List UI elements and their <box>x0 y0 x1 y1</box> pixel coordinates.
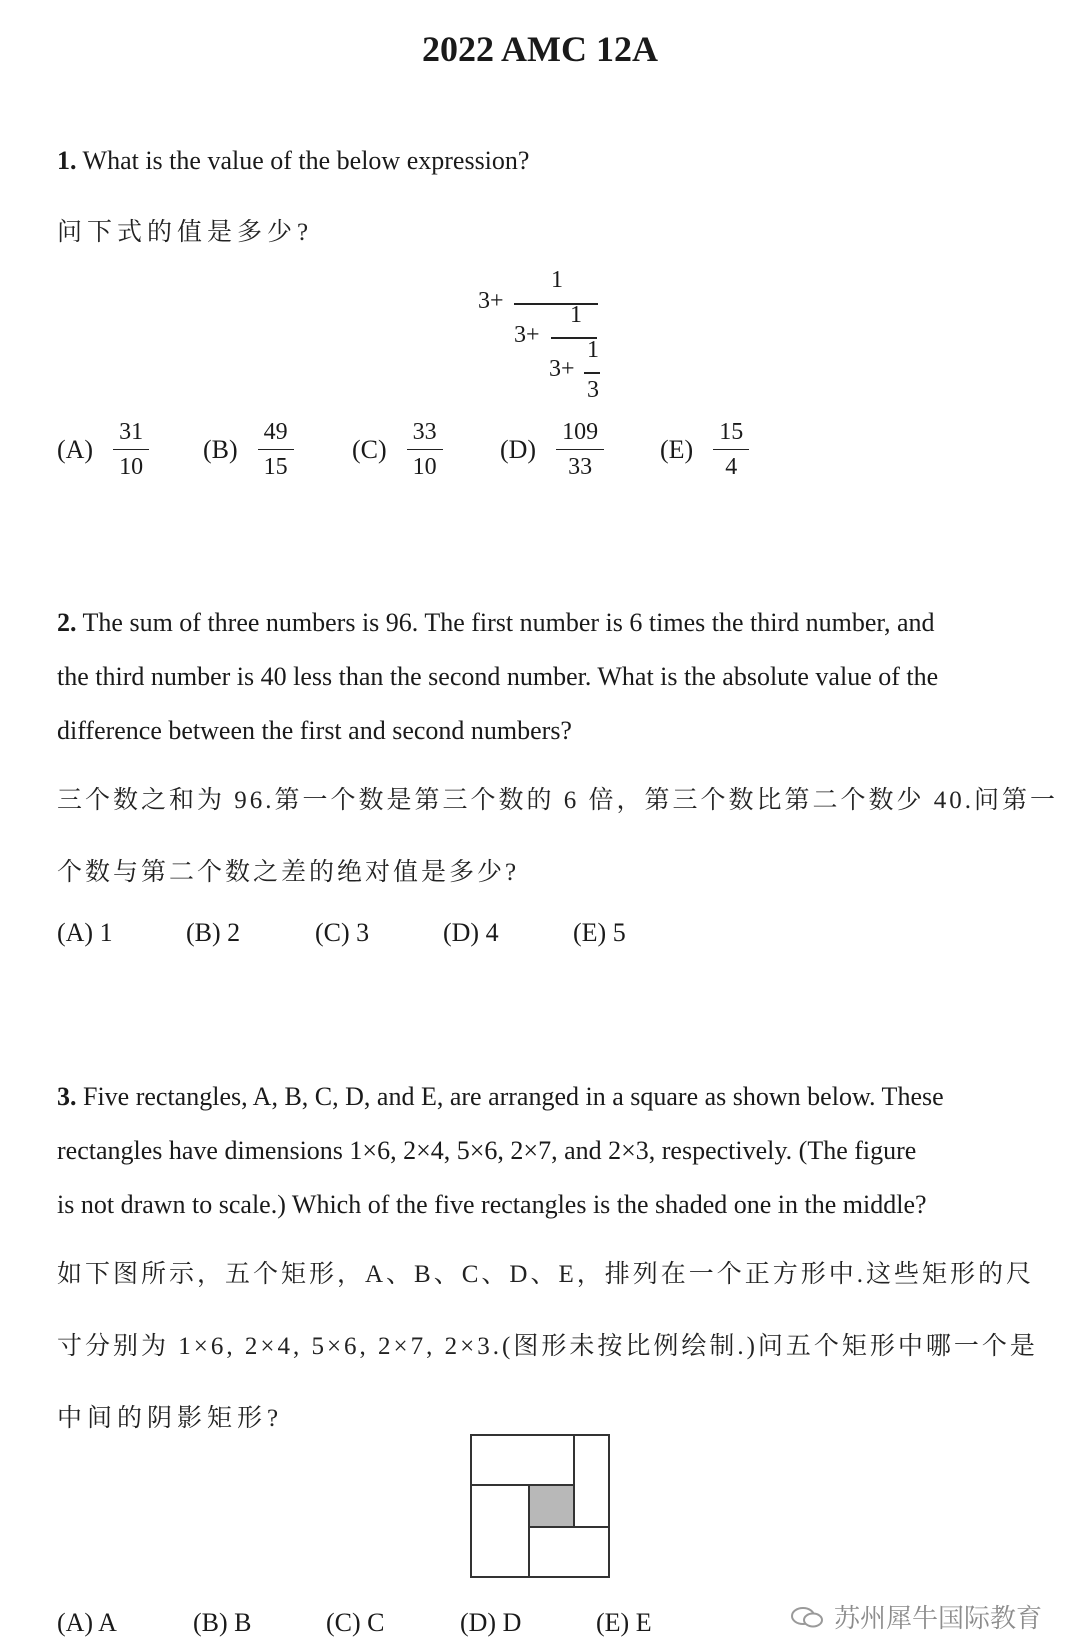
q3-choice-b[interactable]: (B) B <box>193 1608 252 1637</box>
q3-line-2: rectangles have dimensions 1×6, 2×4, 5×6, 2×7, and 2×3, respectively. (The figure <box>57 1136 917 1165</box>
choice-fraction <box>113 415 149 484</box>
q1-text-cn: 问下式的值是多少? <box>57 219 314 246</box>
choice-label: (D) <box>500 434 537 464</box>
cf-one-2: 1 <box>570 302 582 328</box>
q1-text-en: What is the value of the below expression? <box>82 146 530 175</box>
q2-choice-c[interactable]: (C) 3 <box>315 918 370 947</box>
q2-line-3: difference between the first and second numbers? <box>57 716 572 745</box>
choice-label: (C) <box>352 434 387 464</box>
cf-whole-1: 3+ <box>478 288 504 314</box>
choice-fraction <box>407 415 443 484</box>
q3-choice-e[interactable]: (E) E <box>596 1608 652 1637</box>
fraction-numerator: 33 <box>407 415 443 450</box>
page-title: 2022 AMC 12A <box>422 29 658 69</box>
cf-bar-3 <box>584 372 600 374</box>
q2-line-1 <box>57 608 935 638</box>
choice-fraction <box>713 415 749 484</box>
q3-line-1 <box>57 1082 944 1112</box>
q3-line-3: is not drawn to scale.) Which of the five rectangles is the shaded one in the middle? <box>57 1190 927 1219</box>
fraction-numerator: 109 <box>556 415 604 450</box>
fraction-denominator: 4 <box>725 454 738 480</box>
fraction-denominator: 33 <box>568 454 593 480</box>
fraction-numerator: 49 <box>258 415 294 450</box>
cf-bar-1 <box>514 303 598 305</box>
q2-choice-b[interactable]: (B) 2 <box>186 918 241 947</box>
q2-choice-e[interactable]: (E) 5 <box>573 918 626 947</box>
cf-num-3: 1 <box>587 337 599 363</box>
q2-choice-d[interactable]: (D) 4 <box>443 918 499 947</box>
q3-text-en: Five rectangles, A, B, C, D, and E, are arranged in a square as shown below. These <box>83 1082 944 1111</box>
wechat-icon <box>790 1606 824 1628</box>
cf-one-1: 1 <box>551 267 563 293</box>
fraction-denominator: 15 <box>263 454 288 480</box>
q2-choice-a[interactable]: (A) 1 <box>57 918 113 947</box>
shaded-rectangle <box>529 1485 574 1527</box>
q2-line-2: the third number is 40 less than the second number. What is the absolute value of the <box>57 662 939 691</box>
cf-whole-2: 3+ <box>514 322 540 348</box>
q1-statement <box>57 146 529 176</box>
q1-choice-a[interactable] <box>57 415 149 484</box>
choice-label: (E) <box>660 434 694 464</box>
q2-text-en: The sum of three numbers is 96. The first number is 6 times the third number, and <box>82 608 935 637</box>
q3-cn-line-1: 如下图所示，五个矩形，A、B、C、D、E，排列在一个正方形中.这些矩形的尺 <box>57 1261 1034 1288</box>
fraction-denominator: 10 <box>119 454 144 480</box>
q1-number: 1. <box>57 146 77 175</box>
fraction-numerator: 15 <box>713 415 749 450</box>
q1-choice-c[interactable] <box>352 415 443 484</box>
q3-choice-a[interactable]: (A) A <box>57 1608 117 1637</box>
rectangles-figure <box>467 1433 613 1583</box>
choice-label: (B) <box>203 434 238 464</box>
q3-number: 3. <box>57 1082 77 1111</box>
cf-den-3: 3 <box>587 377 599 403</box>
q3-choice-c[interactable]: (C) C <box>326 1608 385 1637</box>
q1-choice-b[interactable] <box>203 415 294 484</box>
q3-choice-d[interactable]: (D) D <box>460 1608 522 1637</box>
watermark <box>790 1598 1042 1635</box>
q2-cn-line-2: 个数与第二个数之差的绝对值是多少? <box>57 859 520 886</box>
choice-fraction <box>556 415 604 484</box>
watermark-text: 苏州犀牛国际教育 <box>834 1604 1043 1634</box>
choice-label: (A) <box>57 434 94 464</box>
q1-choice-e[interactable] <box>660 415 749 484</box>
fraction-denominator: 10 <box>412 454 437 480</box>
cf-whole-3: 3+ <box>549 356 575 382</box>
q2-number: 2. <box>57 608 77 637</box>
q3-cn-line-2: 寸分别为 1×6, 2×4, 5×6, 2×7, 2×3.(图形未按比例绘制.)问五个矩形中哪一个是 <box>57 1333 1038 1360</box>
fraction-numerator: 31 <box>113 415 149 450</box>
choice-fraction <box>258 415 294 484</box>
q3-cn-line-3: 中间的阴影矩形? <box>57 1405 284 1432</box>
q1-choice-d[interactable] <box>500 415 604 484</box>
q2-cn-line-1: 三个数之和为 96.第一个数是第三个数的 6 倍，第三个数比第二个数少 40.问第一 <box>57 787 1059 814</box>
